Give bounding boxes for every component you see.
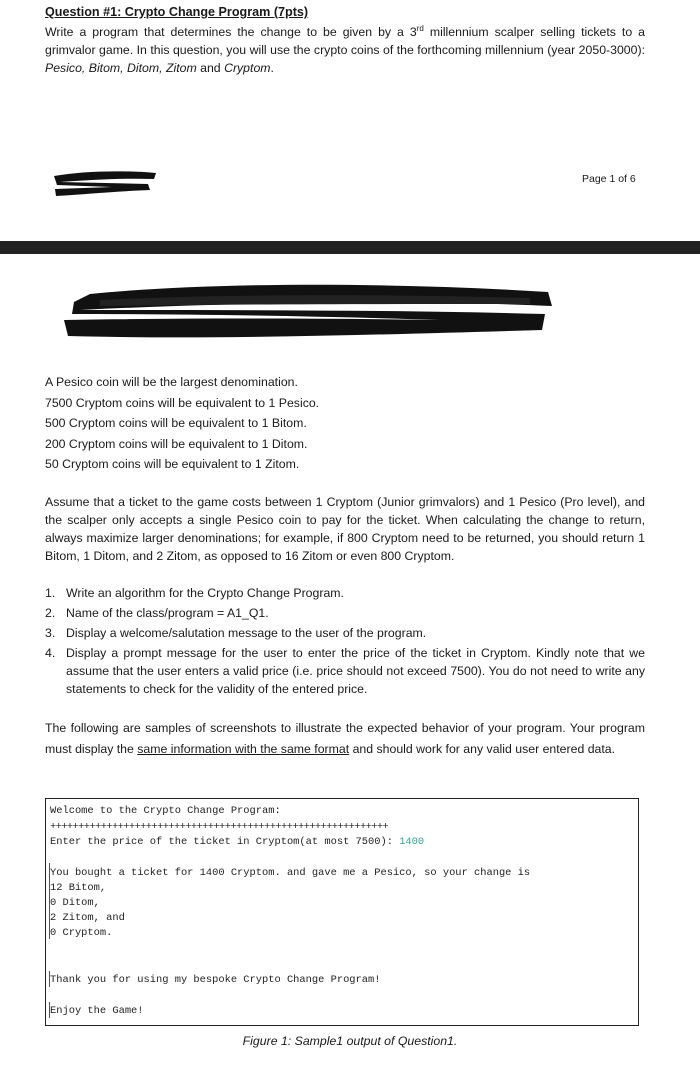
intro-part: and xyxy=(196,61,225,76)
question-title: Question #1: Crypto Change Program (7pts) xyxy=(45,5,309,19)
console-prompt-line xyxy=(50,833,424,851)
console-enjoy: Enjoy the Game! xyxy=(50,1005,144,1017)
task-text: Display a welcome/salutation message to the user of the program. xyxy=(66,626,427,640)
task-list xyxy=(45,584,645,700)
page-number: Page 1 of 6 xyxy=(582,173,636,185)
task-item xyxy=(45,644,645,698)
console-separator: ++++++++++++++++++++++++++++++++++++++++++++++++++++++++++++ xyxy=(50,821,389,833)
intro-coin-last: Cryptom xyxy=(224,61,271,76)
page-1-bottom xyxy=(0,0,700,240)
task-text: Name of the class/program = A1_Q1. xyxy=(66,606,269,620)
task-number: 3. xyxy=(45,626,56,640)
console-result-line: 0 Cryptom. xyxy=(50,927,113,939)
task-item xyxy=(45,624,645,642)
redaction-mark-header xyxy=(60,280,560,342)
page-break-bar xyxy=(0,241,700,254)
task-text: Display a prompt message for the user to enter the price of the ticket in Cryptom. Kindly note that we assume that the user enters a valid price (i.e. price should not exceed 7500). You do not need to write any statements to check for the validity of the entered price. xyxy=(66,646,645,696)
intro-superscript: rd xyxy=(416,24,424,33)
task-text: Write an algorithm for the Crypto Change Program. xyxy=(66,586,344,600)
task-number: 4. xyxy=(45,646,56,660)
task-number: 2. xyxy=(45,606,56,620)
question-intro xyxy=(45,20,645,77)
console-result-line: 12 Bitom, xyxy=(50,882,107,894)
figure-caption: Figure 1: Sample1 output of Question1. xyxy=(242,1034,458,1048)
denomination-line: 7500 Cryptom coins will be equivalent to 1 Pesico. xyxy=(45,395,320,410)
console-result-line: You bought a ticket for 1400 Cryptom. and gave me a Pesico, so your change is xyxy=(50,867,531,879)
console-result-line: 2 Zitom, and xyxy=(50,912,125,924)
task-number: 1. xyxy=(45,586,56,600)
denomination-line: 500 Cryptom coins will be equivalent to 1 Bitom. xyxy=(45,416,307,431)
intro-part: millennium scalper selling tickets to a grimvalor game. In this question, you will use the crypto coins of the forthcoming millennium (year 2050-3000): xyxy=(45,25,646,58)
samples-text-part: and should work for any valid user entered data. xyxy=(349,741,616,756)
denomination-line: A Pesico coin will be the largest denomination. xyxy=(45,375,298,389)
console-result-line: 0 Ditom, xyxy=(50,897,100,909)
denomination-line: 50 Cryptom coins will be equivalent to 1 Zitom. xyxy=(45,457,300,472)
samples-underlined: same information with the same format xyxy=(137,741,350,756)
task-item xyxy=(45,604,645,622)
task-item xyxy=(45,584,645,602)
console-welcome: Welcome to the Crypto Change Program: xyxy=(50,805,281,817)
console-thanks: Thank you for using my bespoke Crypto Change Program! xyxy=(50,974,381,986)
console-prompt: Enter the price of the ticket in Cryptom(at most 7500): xyxy=(50,836,400,848)
intro-coins: Pesico, Bitom, Ditom, Zitom xyxy=(45,61,197,76)
samples-text-part: The following are samples of screenshots to illustrate the expected behavior of your program. Your program must display the xyxy=(45,721,645,756)
denomination-list xyxy=(45,372,645,475)
console-input-value: 1400 xyxy=(399,836,425,848)
denomination-line: 200 Cryptom coins will be equivalent to 1 Ditom. xyxy=(45,436,308,451)
console-output xyxy=(45,798,639,1026)
assumption-paragraph: Assume that a ticket to the game costs between 1 Cryptom (Junior grimvalors) and 1 Pesico (Pro level), and the scalper only accepts a single Pesico coin to pay for the ticket. When calculating the change to return, always maximize larger denominations; for example, if 800 Cryptom need to be returned, you should return 1 Bitom, 1 Ditom, and 2 Zitom, as opposed to 16 Zitom or even 800 Cryptom. xyxy=(45,495,645,563)
intro-part: Write a program that determines the change to be given by a 3 xyxy=(45,25,417,40)
redaction-mark-footer xyxy=(52,168,162,198)
intro-part: . xyxy=(270,61,274,76)
samples-paragraph xyxy=(45,718,645,759)
